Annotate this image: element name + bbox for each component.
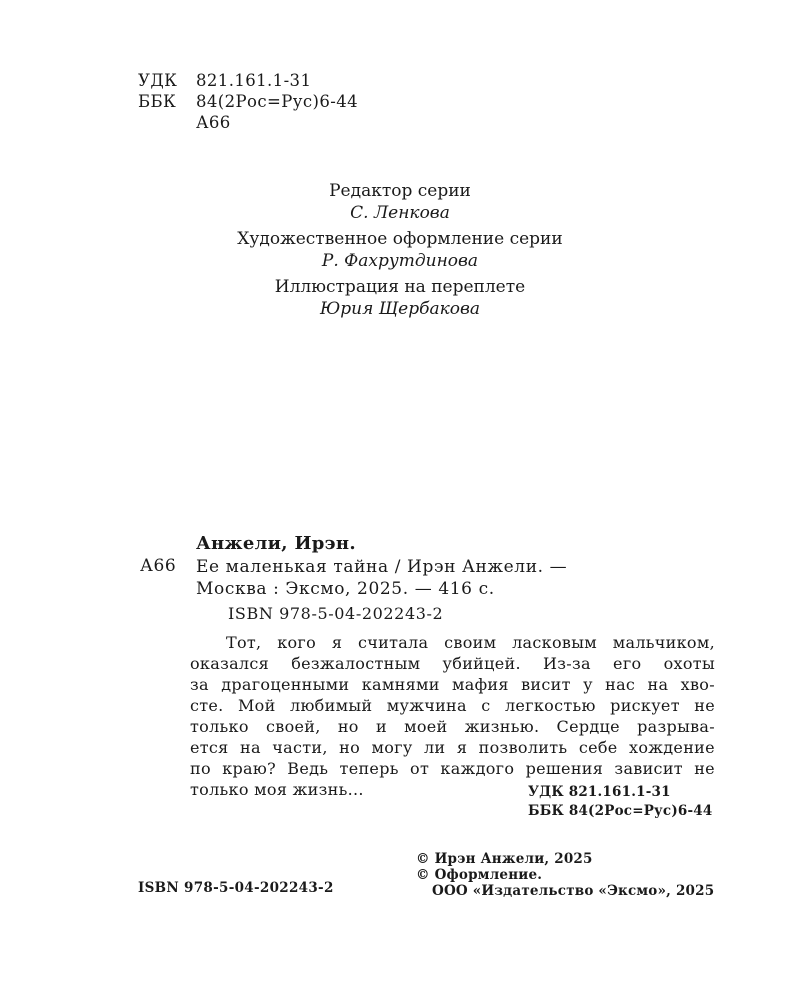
bbk-label: ББК: [138, 92, 177, 111]
credit-name: С. Ленкова: [350, 203, 450, 223]
annotation-line: оказался безжалостным убийцей. Из-за его охоты: [190, 654, 715, 673]
annotation-line: только моя жизнь...: [190, 780, 364, 799]
udk-value: 821.161.1-31: [196, 71, 312, 90]
isbn-bottom: ISBN 978-5-04-202243-2: [138, 880, 334, 896]
bbk-value: 84(2Рос=Рус)6-44: [196, 92, 358, 111]
credits-block: [0, 180, 800, 320]
credit-illustration: [0, 276, 800, 320]
title-statement: [196, 556, 567, 600]
annotation-line: только своей, но и моей жизнью. Сердце разрыва-: [190, 717, 715, 736]
annotation-line: ется на части, но могу ли я позволить себе хождение: [190, 738, 715, 757]
title-line-1: Ее маленькая тайна / Ирэн Анжели. —: [196, 557, 568, 577]
udk-bottom: УДК 821.161.1-31: [528, 784, 671, 800]
bbk-row: [138, 91, 358, 112]
copyright-block: [416, 851, 714, 899]
annotation-line: за драгоценными камнями мафия висит у нас на хво-: [190, 675, 715, 694]
author-heading: Анжели, Ирэн.: [196, 533, 356, 554]
classification-block: [138, 70, 358, 133]
udk-row: [138, 70, 358, 91]
credit-name: Юрия Щербакова: [319, 299, 481, 319]
author-sign-row: [138, 112, 358, 133]
credit-name: Р. Фахрутдинова: [321, 251, 479, 271]
record-code: А66: [140, 556, 177, 576]
copyright-design: © Оформление.: [416, 867, 543, 883]
annotation-line: Тот, кого я считала своим ласковым мальчиком,: [226, 633, 715, 652]
bbk-bottom: ББК 84(2Рос=Рус)6-44: [528, 803, 713, 819]
record-isbn: ISBN 978-5-04-202243-2: [228, 604, 444, 623]
annotation-line: сте. Мой любимый мужчина с легкостью рискует не: [190, 696, 715, 715]
credit-role: Редактор серии: [329, 181, 471, 201]
annotation-line: по краю? Ведь теперь от каждого решения зависит не: [190, 759, 715, 778]
classification-bottom: [528, 783, 713, 821]
credit-design: [0, 228, 800, 272]
credit-editor: [0, 180, 800, 224]
credit-role: Художественное оформление серии: [237, 229, 563, 249]
copyright-author: © Ирэн Анжели, 2025: [416, 851, 593, 867]
copyright-publisher: ООО «Издательство «Эксмо», 2025: [432, 883, 715, 899]
annotation: [190, 632, 715, 800]
title-line-2: Москва : Эксмо, 2025. — 416 с.: [196, 579, 495, 599]
udk-label: УДК: [138, 71, 178, 90]
credit-role: Иллюстрация на переплете: [274, 277, 526, 297]
author-sign: А66: [196, 113, 231, 132]
